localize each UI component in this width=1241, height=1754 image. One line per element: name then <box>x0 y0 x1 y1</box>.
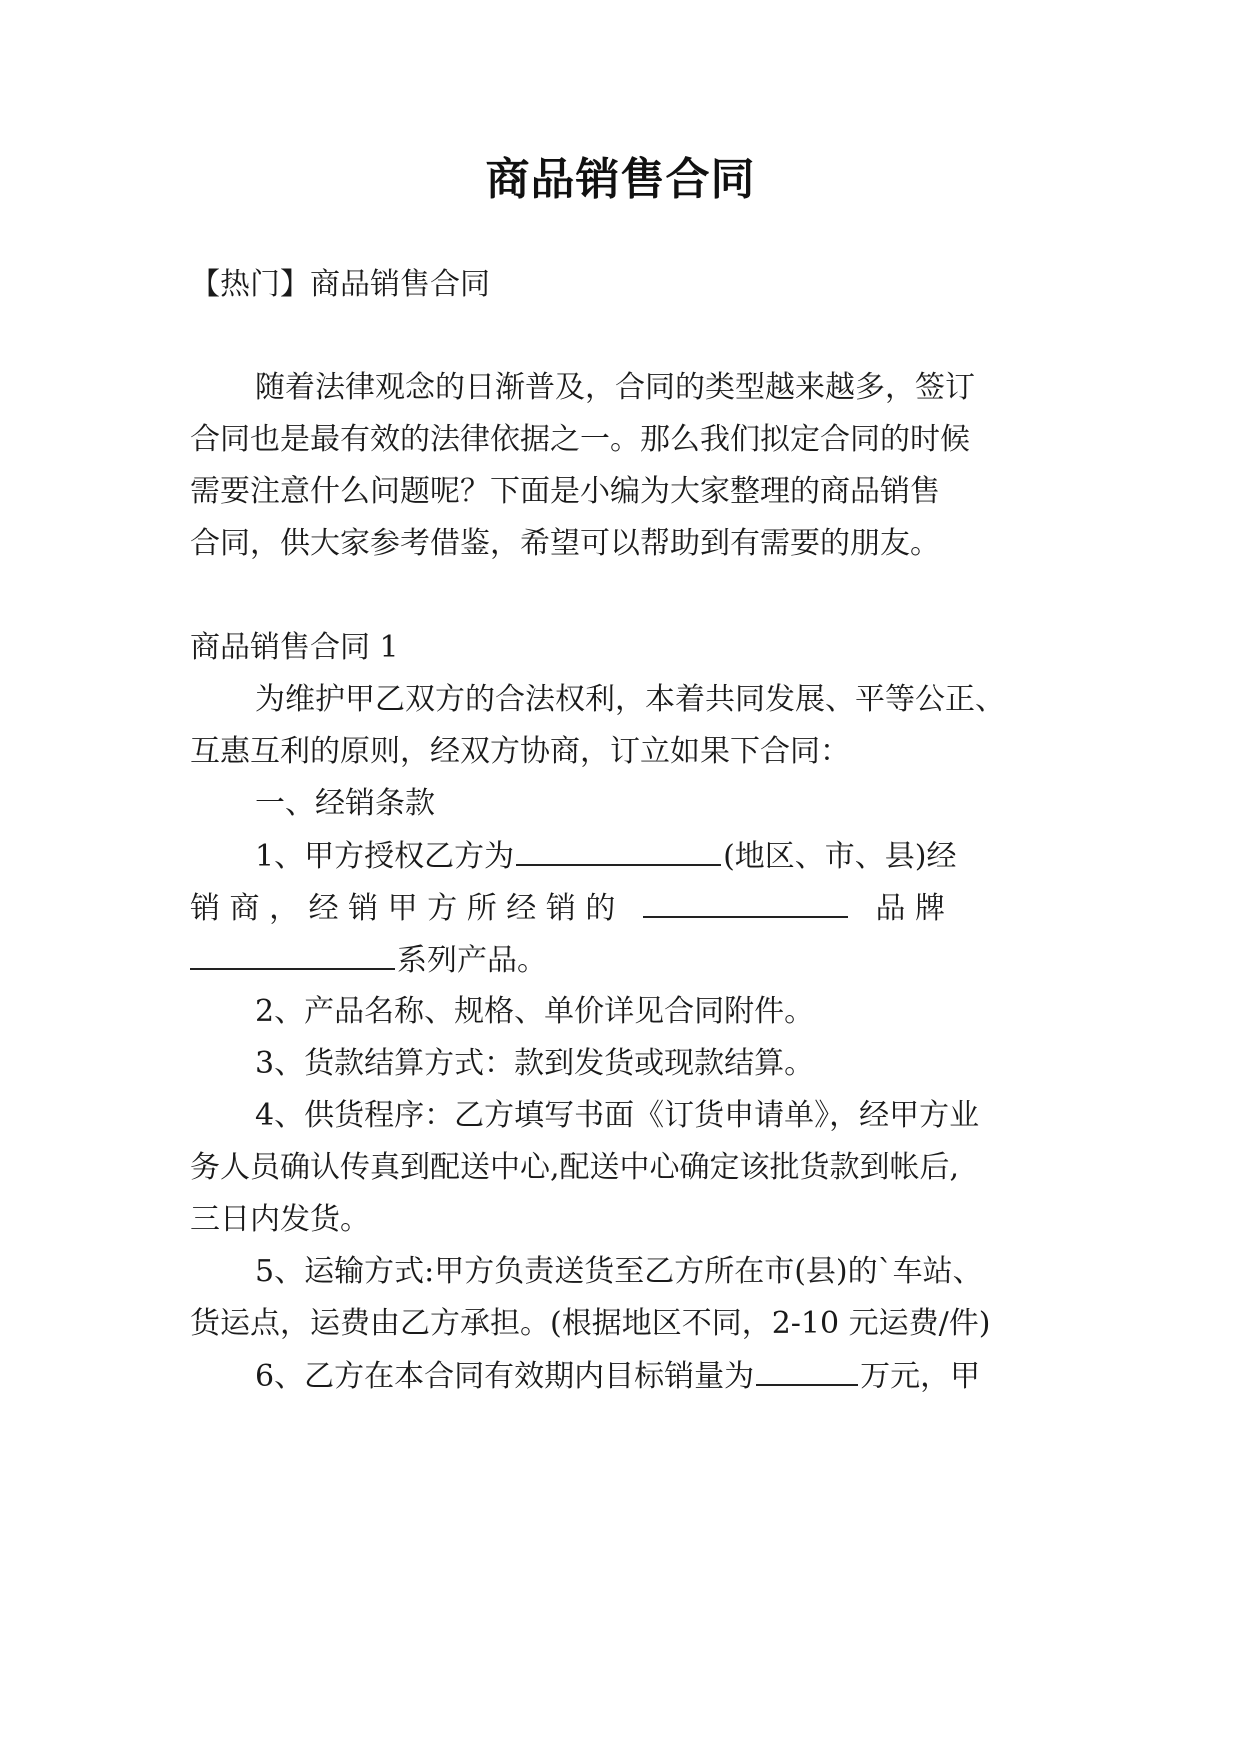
clause-5-line-1: 5、运输方式:甲方负责送货至乙方所在市(县)的`车站、 <box>255 1254 983 1289</box>
clause-1-line-2-end: 品 牌 <box>875 891 946 926</box>
series-blank <box>190 940 395 970</box>
clause-1-line-3-end: 系列产品。 <box>397 943 547 978</box>
region-blank <box>516 836 721 866</box>
clause-6-start: 6、乙方在本合同有效期内目标销量为 <box>255 1359 755 1394</box>
clause-1-line-2 <box>190 888 1050 929</box>
clause-heading: 一、经销条款 <box>255 786 435 821</box>
clause-4-line-3: 三日内发货。 <box>190 1202 370 1237</box>
clause-5-line-2: 货运点，运费由乙方承担。(根据地区不同，2-10 元运费/件) <box>190 1306 991 1341</box>
brand-blank <box>643 888 848 918</box>
clause-6-line-1 <box>255 1356 1050 1397</box>
preamble-line-2: 互惠互利的原则，经双方协商，订立如果下合同： <box>190 734 850 769</box>
clause-1-line-3 <box>190 940 1050 981</box>
clause-3: 3、货款结算方式：款到发货或现款结算。 <box>255 1046 815 1081</box>
clause-2: 2、产品名称、规格、单价详见合同附件。 <box>255 994 815 1029</box>
preamble-line-1: 为维护甲乙双方的合法权利，本着共同发展、平等公正、 <box>255 682 1005 717</box>
intro-line-4: 合同，供大家参考借鉴，希望可以帮助到有需要的朋友。 <box>190 526 940 561</box>
clause-1-line-1 <box>255 836 1050 877</box>
target-sales-blank <box>756 1356 858 1386</box>
clause-1-line-1-end: (地区、市、县)经 <box>723 839 957 874</box>
section-heading: 商品销售合同 1 <box>190 630 399 665</box>
clause-6-end: 万元，甲 <box>860 1359 981 1394</box>
clause-1-line-1-start: 1、甲方授权乙方为 <box>255 839 515 874</box>
intro-line-1: 随着法律观念的日渐普及，合同的类型越来越多，签订 <box>255 370 975 405</box>
clause-4-line-1: 4、供货程序：乙方填写书面《订货申请单》，经甲方业 <box>255 1098 980 1133</box>
clause-1-line-2-start: 销 商 ， 经 销 甲 方 所 经 销 的 <box>190 891 616 926</box>
clause-4-line-2: 务人员确认传真到配送中心,配送中心确定该批货款到帐后, <box>190 1150 960 1185</box>
document-subtitle: 【热门】商品销售合同 <box>190 267 490 302</box>
document-title: 商品销售合同 <box>485 154 756 205</box>
intro-line-2: 合同也是最有效的法律依据之一。那么我们拟定合同的时候 <box>190 422 970 457</box>
intro-line-3: 需要注意什么问题呢？下面是小编为大家整理的商品销售 <box>190 474 940 509</box>
